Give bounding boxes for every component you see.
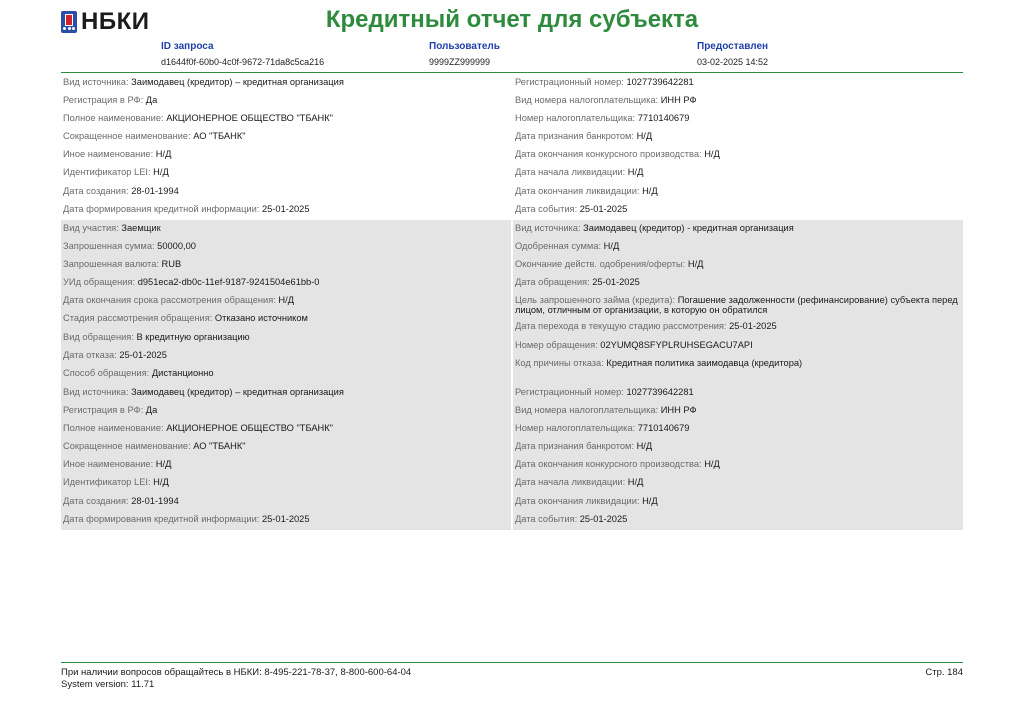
- field-value: 25-01-2025: [729, 321, 777, 332]
- field-label: Дата события:: [515, 203, 578, 214]
- field-value: АКЦИОНЕРНОЕ ОБЩЕСТВО "ТБАНК": [166, 423, 333, 434]
- footer-version: System version: 11.71: [61, 679, 155, 690]
- field-value: 1027739642281: [626, 77, 694, 87]
- field-label: Запрошенная валюта:: [63, 259, 159, 270]
- report-section: [61, 384, 963, 530]
- section-column-right: [513, 384, 963, 530]
- field-label: Вид источника:: [63, 77, 129, 87]
- page-title: Кредитный отчет для субъекта: [325, 6, 699, 33]
- field-label: Регистрационный номер:: [515, 77, 624, 87]
- request-id-label: ID запроса: [161, 41, 214, 52]
- field-value: 7710140679: [637, 423, 690, 434]
- meta-request-id: [161, 40, 324, 69]
- field-value: Погашение задолженности (рефинансирование) субъекта перед лицом, отличным от организации, в которую он обратился: [515, 295, 958, 316]
- section-column-left: [61, 74, 511, 220]
- field-row: [515, 402, 963, 420]
- field-row: [515, 511, 963, 529]
- field-row: [63, 146, 511, 164]
- field-label: Окончание действ. одобрения/оферты:: [515, 259, 686, 270]
- field-value: Н/Д: [603, 241, 620, 252]
- provided-label: Предоставлен: [697, 41, 769, 52]
- field-row: [63, 201, 511, 219]
- field-label: Дата перехода в текущую стадию рассмотрения:: [515, 321, 727, 332]
- field-row: [63, 256, 511, 274]
- field-label: Вид обращения:: [63, 331, 134, 342]
- field-label: Способ обращения:: [63, 367, 150, 378]
- page-number: Стр. 184: [925, 667, 963, 678]
- field-value: Н/Д: [627, 477, 644, 488]
- field-row: [515, 92, 963, 110]
- field-row: [515, 474, 963, 492]
- field-value: Отказано источником: [214, 313, 308, 324]
- field-label: Дата окончания ликвидации:: [515, 185, 640, 196]
- field-value: Заимодавец (кредитор) – кредитная организация: [131, 77, 344, 87]
- field-label: Иное наименование:: [63, 149, 154, 160]
- field-row: [63, 220, 511, 238]
- field-label: Цель запрошенного займа (кредита):: [515, 295, 676, 306]
- request-id-value: d1644f0f-60b0-4c0f-9672-71da8c5ca216: [161, 57, 325, 67]
- field-label: Регистрационный номер:: [515, 387, 624, 397]
- field-value: Н/Д: [278, 295, 295, 306]
- field-value: Н/Д: [642, 495, 658, 506]
- field-row: [63, 511, 511, 529]
- field-row: [63, 92, 511, 110]
- field-value: 25-01-2025: [261, 513, 310, 524]
- field-row: [63, 183, 511, 201]
- field-label: Номер обращения:: [515, 339, 598, 350]
- field-row: [515, 238, 963, 256]
- user-value: 9999ZZ999999: [429, 57, 491, 67]
- field-row: [515, 384, 963, 402]
- field-label: Дата создания:: [63, 495, 129, 506]
- field-row: [515, 420, 963, 438]
- meta-provided: [697, 40, 768, 69]
- field-row: [515, 183, 963, 201]
- field-label: Идентификатор LEI:: [63, 167, 151, 178]
- field-row: [63, 420, 511, 438]
- field-row: [63, 493, 511, 511]
- field-value: Н/Д: [704, 149, 720, 160]
- field-value: Н/Д: [636, 131, 653, 142]
- field-row: [63, 238, 511, 256]
- section-column-right: [513, 74, 963, 220]
- field-row: [515, 110, 963, 128]
- field-row: [63, 74, 511, 92]
- field-value: 25-01-2025: [579, 513, 628, 524]
- field-label: Номер налогоплательщика:: [515, 113, 636, 124]
- field-row: [63, 310, 511, 328]
- field-value: Заемщик: [121, 223, 161, 233]
- section-column-left: [61, 384, 511, 530]
- field-label: Дата начала ликвидации:: [515, 477, 626, 488]
- header-divider: [61, 72, 963, 73]
- field-value: 28-01-1994: [131, 185, 179, 196]
- field-label: Запрошенная сумма:: [63, 241, 155, 252]
- field-row: [63, 110, 511, 128]
- field-row: [515, 292, 963, 318]
- field-row: [63, 384, 511, 402]
- field-label: Дата окончания конкурсного производства:: [515, 459, 702, 470]
- field-value: 25-01-2025: [261, 203, 310, 214]
- field-value: 25-01-2025: [119, 349, 167, 360]
- field-label: Полное наименование:: [63, 113, 164, 124]
- field-value: 1027739642281: [626, 387, 694, 397]
- field-value: АО "ТБАНК": [193, 131, 246, 142]
- field-value: Н/Д: [642, 185, 658, 196]
- field-row: [63, 474, 511, 492]
- field-label: Регистрация в РФ:: [63, 95, 144, 106]
- field-row: [515, 438, 963, 456]
- field-value: Н/Д: [155, 459, 172, 470]
- footer-contact: При наличии вопросов обращайтесь в НБКИ: 8-495-221-78-37, 8-800-600-64-04: [61, 667, 412, 678]
- field-row: [515, 201, 963, 219]
- field-row: [515, 318, 963, 336]
- field-value: В кредитную организацию: [136, 331, 250, 342]
- field-label: Дата признания банкротом:: [515, 131, 634, 142]
- field-label: Регистрация в РФ:: [63, 405, 144, 416]
- field-value: Н/Д: [155, 149, 172, 160]
- field-label: Стадия рассмотрения обращения:: [63, 313, 213, 324]
- field-row: [515, 256, 963, 274]
- report-meta: [0, 40, 1024, 70]
- field-row: [515, 74, 963, 92]
- field-label: Вид источника:: [63, 387, 129, 397]
- field-row: [515, 164, 963, 182]
- field-label: Сокращенное наименование:: [63, 441, 191, 452]
- field-label: Дата начала ликвидации:: [515, 167, 626, 178]
- field-row: [63, 456, 511, 474]
- field-value: ИНН РФ: [660, 95, 697, 106]
- field-value: ИНН РФ: [660, 405, 697, 416]
- field-value: d951eca2-db0c-11ef-9187-9241504e61bb-0: [137, 277, 320, 288]
- field-row: [63, 164, 511, 182]
- field-label: Дата окончания срока рассмотрения обращения:: [63, 295, 276, 306]
- report-section: [61, 220, 963, 384]
- field-label: Дата окончания конкурсного производства:: [515, 149, 702, 160]
- meta-user: [429, 40, 500, 69]
- field-label: Дата отказа:: [63, 349, 117, 360]
- field-value: Н/Д: [704, 459, 720, 470]
- field-label: Код причины отказа:: [515, 357, 604, 368]
- field-row: [515, 146, 963, 164]
- field-row: [63, 438, 511, 456]
- field-value: 25-01-2025: [592, 277, 640, 288]
- field-row: [63, 128, 511, 146]
- field-row: [515, 456, 963, 474]
- field-label: Дата обращения:: [515, 277, 590, 288]
- field-label: Вид источника:: [515, 223, 581, 233]
- field-value: Н/Д: [153, 167, 169, 178]
- field-label: Дата события:: [515, 513, 578, 524]
- field-label: Дата создания:: [63, 185, 129, 196]
- field-row: [515, 493, 963, 511]
- field-value: 50000,00: [157, 241, 196, 252]
- field-value: Да: [145, 405, 158, 416]
- field-label: Дата формирования кредитной информации:: [63, 513, 260, 524]
- field-row: [63, 292, 511, 310]
- field-value: 02YUMQ8SFYPLRUHSEGACU7API: [600, 339, 753, 350]
- field-label: Дата признания банкротом:: [515, 441, 634, 452]
- field-value: Дистанционно: [151, 367, 214, 378]
- field-value: АКЦИОНЕРНОЕ ОБЩЕСТВО "ТБАНК": [166, 113, 333, 124]
- user-label: Пользователь: [429, 41, 500, 52]
- field-value: Н/Д: [153, 477, 169, 488]
- field-value: RUB: [161, 259, 182, 270]
- field-label: Вид участия:: [63, 223, 119, 233]
- field-value: Н/Д: [627, 167, 644, 178]
- field-row: [515, 220, 963, 238]
- field-value: 28-01-1994: [131, 495, 179, 506]
- field-row: [515, 337, 963, 355]
- field-label: Полное наименование:: [63, 423, 164, 434]
- field-row: [515, 355, 963, 373]
- field-label: Дата формирования кредитной информации:: [63, 203, 260, 214]
- field-row: [515, 128, 963, 146]
- field-row: [515, 274, 963, 292]
- field-label: Одобренная сумма:: [515, 241, 602, 252]
- field-value: Н/Д: [687, 259, 704, 270]
- logo-text: НБКИ: [81, 8, 150, 35]
- section-column-right: [513, 220, 963, 384]
- field-row: [63, 365, 511, 383]
- field-label: Дата окончания ликвидации:: [515, 495, 640, 506]
- field-value: 25-01-2025: [579, 203, 628, 214]
- footer-info: [61, 667, 411, 691]
- field-value: АО "ТБАНК": [193, 441, 246, 452]
- field-row: [63, 347, 511, 365]
- field-label: Номер налогоплательщика:: [515, 423, 636, 434]
- field-label: Вид номера налогоплательщика:: [515, 95, 659, 106]
- section-column-left: [61, 220, 511, 384]
- field-label: Сокращенное наименование:: [63, 131, 191, 142]
- field-value: Заимодавец (кредитор) – кредитная организация: [131, 387, 344, 397]
- field-value: Заимодавец (кредитор) - кредитная организация: [583, 223, 794, 233]
- report-section: [61, 74, 963, 220]
- field-row: [63, 402, 511, 420]
- field-value: 7710140679: [637, 113, 690, 124]
- field-row: [63, 329, 511, 347]
- provided-value: 03-02-2025 14:52: [697, 57, 769, 67]
- field-value: Да: [145, 95, 158, 106]
- field-label: Вид номера налогоплательщика:: [515, 405, 659, 416]
- field-label: УИд обращения:: [63, 277, 136, 288]
- field-label: Иное наименование:: [63, 459, 154, 470]
- field-value: Н/Д: [636, 441, 653, 452]
- footer-divider: [61, 662, 963, 663]
- field-value: Кредитная политика заимодавца (кредитора): [606, 357, 803, 368]
- field-row: [63, 274, 511, 292]
- report-grid: [61, 74, 963, 530]
- field-label: Идентификатор LEI:: [63, 477, 151, 488]
